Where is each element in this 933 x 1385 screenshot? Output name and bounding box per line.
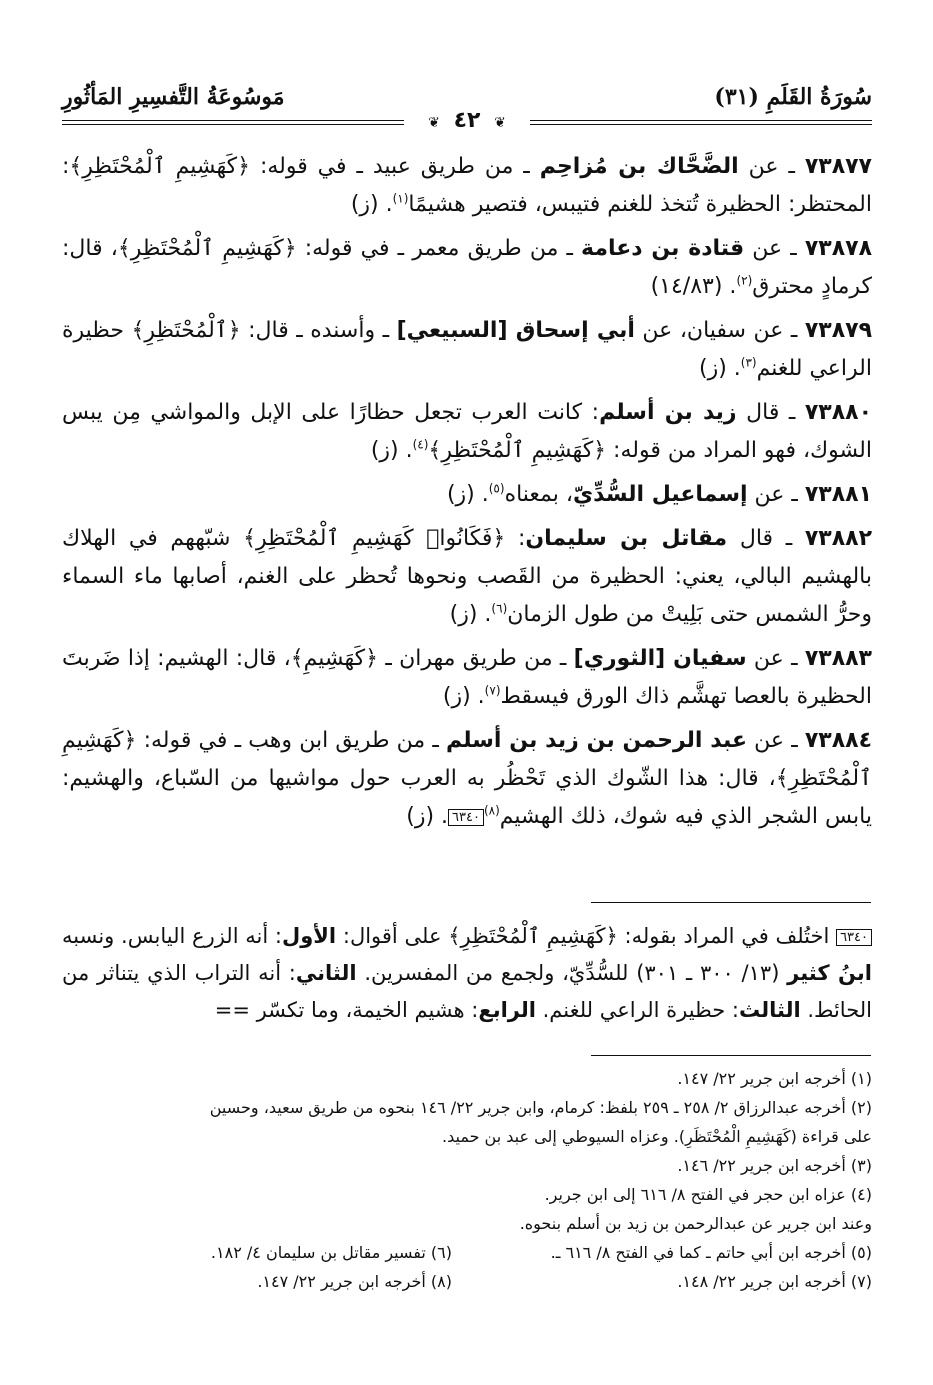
entry-prefix: ـ عن xyxy=(747,728,805,753)
commentary-text: : أنه التراب الذي يتناثر من الحائط. xyxy=(62,961,872,1022)
entry-prefix: ـ عن سفيان، عن xyxy=(634,318,805,343)
entry-73884 xyxy=(62,722,872,836)
footnote-4: (٤) عزاه ابن حجر في الفتح ٨/ ٦١٦ إلى ابن جرير. xyxy=(544,1185,872,1204)
commentary-text: : أنه الزرع اليابس. ونسبه xyxy=(62,924,283,948)
entry-text: ـ من طريق معمر ـ في قوله: ﴿كَهَشِيمِ ٱلْمُحْتَظِرِ﴾، قال: كرمادٍ محترق xyxy=(62,236,872,299)
narrator-name: عبد الرحمن بن زيد بن أسلم xyxy=(446,728,747,753)
entry-number: ٧٣٨٧٧ xyxy=(804,154,872,179)
narrator-name: سفيان [الثوري] xyxy=(573,646,747,671)
narrator-name: أبي إسحاق [السبيعي] xyxy=(396,318,635,343)
entry-text: ـ وأسنده ـ قال: ﴿ٱلْمُحْتَظِرِ﴾ حظيرة الراعي للغنم xyxy=(62,318,872,381)
narrator-name: مقاتل بن سليمان xyxy=(525,526,728,551)
entry-number: ٧٣٨٨٢ xyxy=(804,526,872,551)
ornament-icon: ❦ xyxy=(428,115,440,131)
footnote-ref[interactable]: (٨) xyxy=(483,803,500,818)
entry-prefix: ـ قال xyxy=(736,400,805,425)
commentary-text: اختُلف في المراد بقوله: ﴿كَهَشِيمِ ٱلْمُحْتَظِرِ﴾ على أقوال: xyxy=(336,924,837,948)
entry-text: : كانت العرب تجعل حظارًا على الإبل والمواشي مِن يبس الشوك، فهو المراد من قوله: ﴿كَهَشِيمِ ٱلْمُحْتَظِرِ﴾ xyxy=(62,400,872,463)
footnote-8: (٨) أخرجه ابن جرير ٢٢/ ١٤٧. xyxy=(257,1272,452,1291)
entry-73878 xyxy=(62,230,872,306)
entry-tail: . (ز) xyxy=(370,438,413,463)
footnote-ref[interactable]: (٥) xyxy=(488,481,505,496)
entry-prefix: ـ قال xyxy=(727,526,805,551)
entry-number: ٧٣٨٨٤ xyxy=(804,728,872,753)
entry-number: ٧٣٨٧٨ xyxy=(804,236,872,261)
entry-prefix: ـ عن xyxy=(744,236,805,261)
commentary-keyword: الثاني xyxy=(295,961,357,985)
footnote-ref[interactable]: (١) xyxy=(392,191,409,206)
commentary-keyword: الرابع xyxy=(478,998,536,1022)
footnote-ref[interactable]: (٦) xyxy=(491,601,508,616)
page-number-block xyxy=(404,108,530,133)
footnote-ref[interactable]: (٢) xyxy=(736,273,753,288)
narrator-name: الضَّحَّاك بن مُزاحِم xyxy=(539,154,739,179)
commentary-text: : هشيم الخيمة، وما تكسّر == xyxy=(214,998,479,1022)
entry-text: ـ من طريق ابن وهب ـ في قوله: ﴿كَهَشِيمِ ٱلْمُحْتَظِرِ﴾، قال: هذا الشّوك الذي تَحْظُر به العرب حول مواشيها من السّباع، والهشيم: يابس الشجر الذي فيه شوك، ذلك الهشيم xyxy=(62,728,872,829)
footnote-6: (٦) تفسير مقاتل بن سليمان ٤/ ١٨٢. xyxy=(210,1243,452,1262)
entry-number: ٧٣٨٨١ xyxy=(804,482,872,507)
entry-text: ، بمعناه xyxy=(504,482,573,507)
narrator-name: زيد بن أسلم xyxy=(599,400,737,425)
footnote-ref[interactable]: (٣) xyxy=(740,355,757,370)
commentary-keyword: الأول xyxy=(282,924,337,948)
footnote-ref[interactable]: (٤) xyxy=(412,437,429,452)
entry-prefix: ـ عن xyxy=(746,646,805,671)
main-text xyxy=(62,148,872,842)
footnote-2: (٢) أخرجه عبدالرزاق ٢/ ٢٥٨ ـ ٢٥٩ بلفظ: كرمام، وابن جرير ٢٢/ ١٤٦ بنحوه من طريق سعيد، وحسين xyxy=(209,1098,872,1117)
entry-number: ٧٣٨٧٩ xyxy=(804,318,872,343)
page-header xyxy=(62,80,872,133)
entry-73883 xyxy=(62,640,872,716)
page-number: ٤٢ xyxy=(453,108,481,133)
footnote-1: (١) أخرجه ابن جرير ٢٢/ ١٤٧. xyxy=(677,1069,872,1088)
commentary-keyword: ابنُ كثير xyxy=(787,961,872,985)
entry-tail: . (ز) xyxy=(446,482,489,507)
footnote-ref[interactable]: (٧) xyxy=(484,683,501,698)
footnotes-divider xyxy=(591,1055,871,1056)
footnote-2-cont: على قراءة (كَهَشِيمِ الْمُحْتَظَرِ). وعزاه السيوطي إلى عبد بن حميد. xyxy=(442,1127,872,1146)
footnote-7: (٧) أخرجه ابن جرير ٢٢/ ١٤٨. xyxy=(677,1272,872,1291)
narrator-name: إسماعيل السُّدِّيّ xyxy=(572,482,748,507)
commentary-divider xyxy=(591,902,871,903)
entry-text: : ﴿فَكَانُوا۟ كَهَشِيمِ ٱلْمُحْتَظِرِ﴾ شبّههم في الهلاك بالهشيم البالي، يعني: الحظيرة من القَصب ونحوها تُحظر على الغنم، أصابها ماء السماء وحرُّ الشمس حتى بَلِيتْ من طول الزمان xyxy=(62,526,872,627)
entry-73877 xyxy=(62,148,872,224)
entry-tail: . (ز) xyxy=(442,684,485,709)
surah-title: سُورَةُ القَلَمِ (٣١) xyxy=(714,84,872,110)
commentary-text: (١٣/ ٣٠٠ ـ ٣٠١) للسُّدِّيّ، ولجمع من المفسرين. xyxy=(356,961,788,985)
entry-prefix: ـ عن xyxy=(747,482,805,507)
commentary-block xyxy=(62,918,872,1029)
entry-73882 xyxy=(62,520,872,634)
entry-tail: . (١٤/٨٣) xyxy=(650,274,737,299)
commentary-text: : حظيرة الراعي للغنم. xyxy=(535,998,739,1022)
entry-73879 xyxy=(62,312,872,388)
entry-73880 xyxy=(62,394,872,470)
footnotes xyxy=(62,1064,872,1296)
entry-text: ـ من طريق عبيد ـ في قوله: ﴿كَهَشِيمِ ٱلْمُحْتَظِرِ﴾: المحتظر: الحظيرة تُتخذ للغنم فتيبس، فتصير هشيمًا xyxy=(62,154,872,217)
entry-text: ـ من طريق مهران ـ ﴿كَهَشِيمِ﴾، قال: الهشيم: إذا ضَربتَ الحظيرة بالعصا تهشَّم ذاك الورق فيسقط xyxy=(62,646,872,709)
entry-tail: . (ز) xyxy=(406,804,449,829)
entry-tail: . (ز) xyxy=(449,602,492,627)
entry-tail: . (ز) xyxy=(698,356,741,381)
commentary-ref-box[interactable]: ٦٣٤٠ xyxy=(448,809,484,826)
footnote-3: (٣) أخرجه ابن جرير ٢٢/ ١٤٦. xyxy=(677,1156,872,1175)
commentary-number-box: ٦٣٤٠ xyxy=(836,929,872,946)
entry-number: ٧٣٨٨٣ xyxy=(804,646,872,671)
entry-number: ٧٣٨٨٠ xyxy=(804,400,873,425)
commentary-keyword: الثالث xyxy=(739,998,801,1022)
entry-tail: . (ز) xyxy=(350,192,393,217)
narrator-name: قتادة بن دعامة xyxy=(581,236,745,261)
footnote-4-cont: وعند ابن جرير عن عبدالرحمن بن زيد بن أسلم بنحوه. xyxy=(519,1214,872,1233)
ornament-icon: ❦ xyxy=(494,115,506,131)
footnote-5: (٥) أخرجه ابن أبي حاتم ـ كما في الفتح ٨/ ٦١٦ ـ. xyxy=(550,1243,872,1262)
entry-73881 xyxy=(62,476,872,514)
entry-prefix: ـ عن xyxy=(738,154,805,179)
book-title: مَوسُوعَةُ التَّفسِيرِ المَأثُورِ xyxy=(62,84,285,110)
